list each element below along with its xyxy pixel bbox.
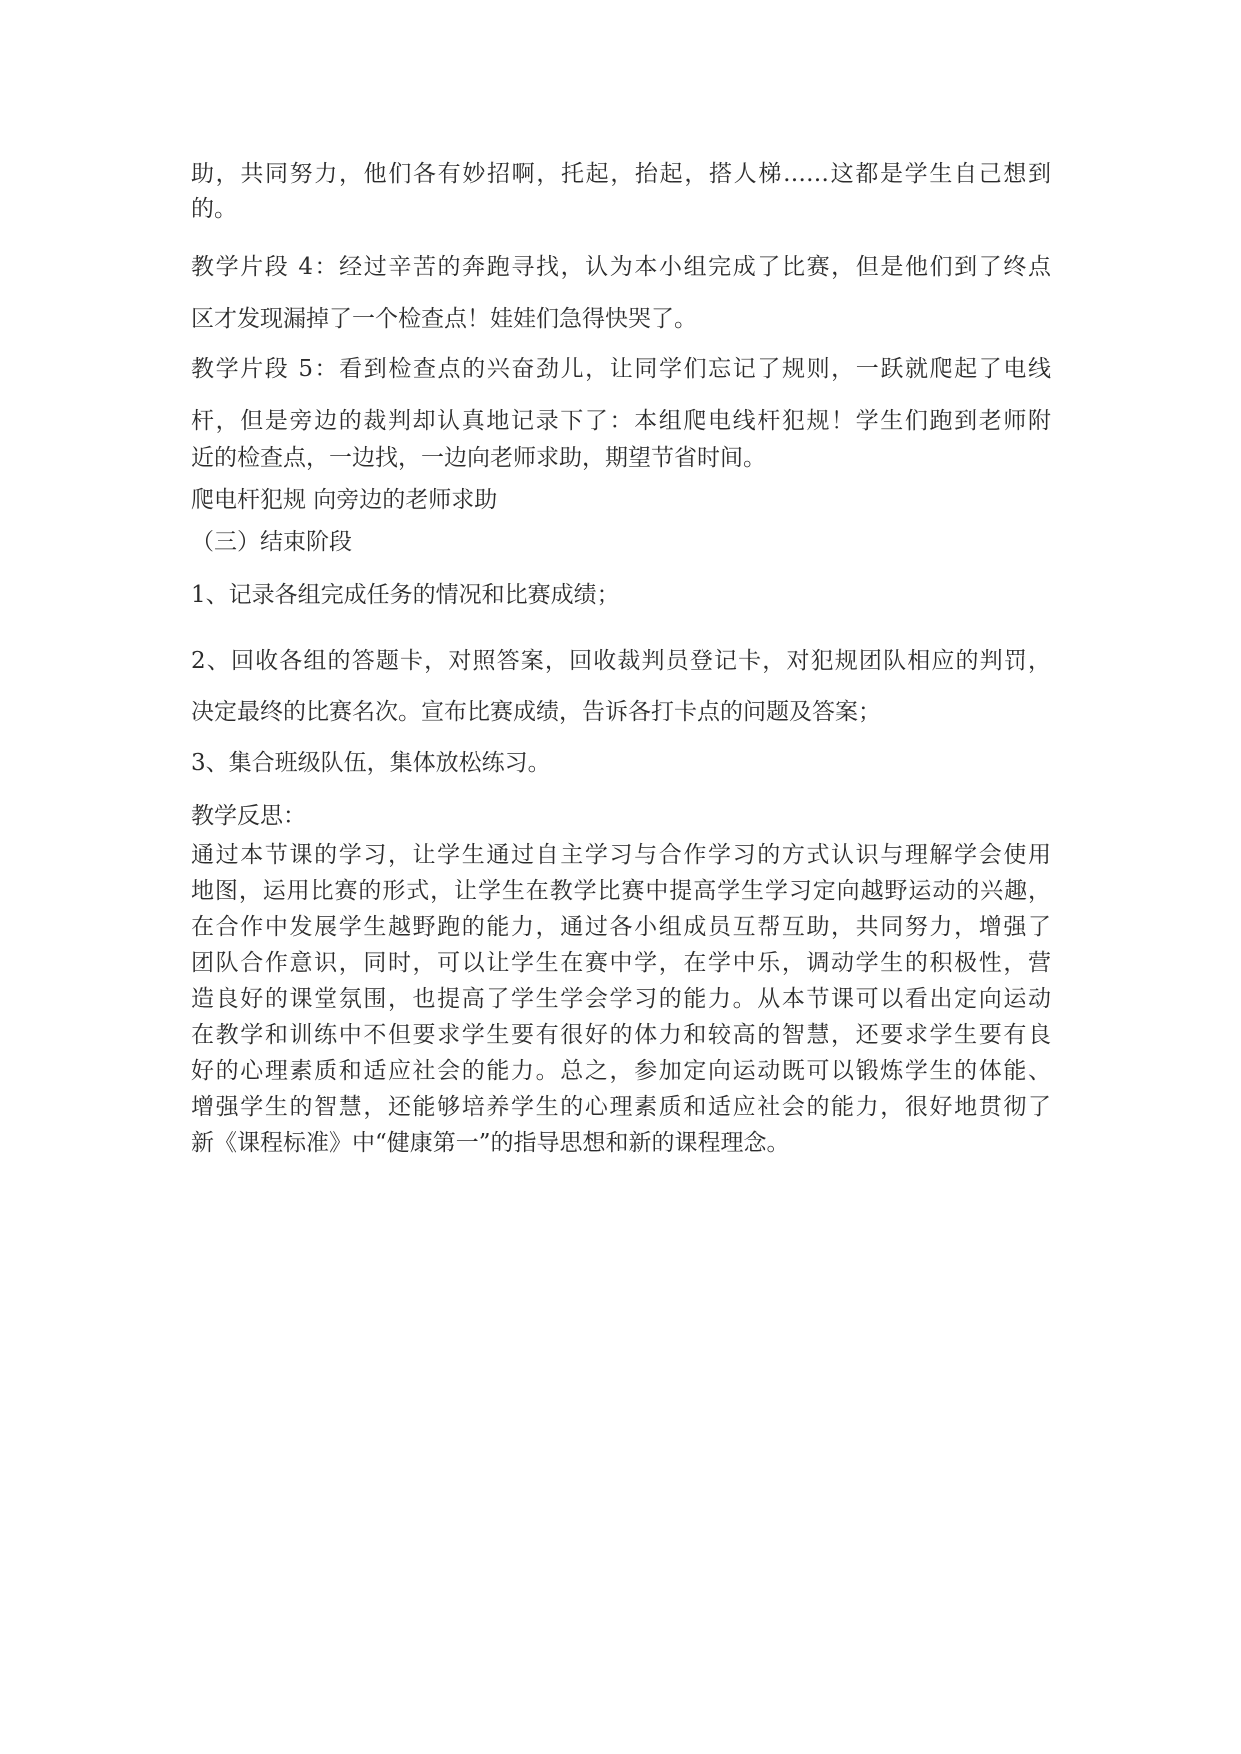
reflection-line-9: 新《课程标准》中“健康第一”的指导思想和新的课程理念。 [191,1130,790,1156]
reflection-line-7: 好的心理素质和适应社会的能力。总之，参加定向运动既可以锻炼学生的体能、 [191,1058,1051,1084]
closing-step-2-line-1: 2、回收各组的答题卡，对照答案，回收裁判员登记卡，对犯规团队相应的判罚， [191,648,1051,674]
paragraph-continuation-line-1: 助，共同努力，他们各有妙招啊，托起，抬起，搭人梯……这都是学生自己想到 [191,161,1051,187]
reflection-heading: 教学反思： [191,803,306,829]
teaching-segment-4-line-2: 区才发现漏掉了一个检查点！娃娃们急得快哭了。 [191,306,697,332]
section-heading-closing: （三）结束阶段 [191,529,352,555]
reflection-line-5: 造良好的课堂氛围，也提高了学生学会学习的能力。从本节课可以看出定向运动 [191,986,1051,1012]
teaching-segment-5-line-3: 近的检查点，一边找，一边向老师求助，期望节省时间。 [191,445,766,471]
photo-caption: 爬电杆犯规 向旁边的老师求助 [191,487,498,513]
reflection-line-3: 在合作中发展学生越野跑的能力，通过各小组成员互帮互助，共同努力，增强了 [191,914,1051,940]
teaching-segment-5-line-2: 杆，但是旁边的裁判却认真地记录下了：本组爬电线杆犯规！学生们跑到老师附 [191,408,1051,434]
reflection-line-6: 在教学和训练中不但要求学生要有很好的体力和较高的智慧，还要求学生要有良 [191,1022,1051,1048]
paragraph-continuation-line-2: 的。 [191,196,237,222]
closing-step-2-line-2: 决定最终的比赛名次。宣布比赛成绩，告诉各打卡点的问题及答案； [191,699,881,725]
closing-step-1: 1、记录各组完成任务的情况和比赛成绩； [191,582,620,608]
reflection-line-8: 增强学生的智慧，还能够培养学生的心理素质和适应社会的能力，很好地贯彻了 [191,1094,1051,1120]
reflection-line-2: 地图，运用比赛的形式，让学生在教学比赛中提高学生学习定向越野运动的兴趣， [191,878,1051,904]
teaching-segment-5-line-1: 教学片段 5：看到检查点的兴奋劲儿，让同学们忘记了规则，一跃就爬起了电线 [191,356,1051,382]
teaching-segment-4-line-1: 教学片段 4：经过辛苦的奔跑寻找，认为本小组完成了比赛，但是他们到了终点 [191,254,1051,280]
reflection-line-4: 团队合作意识，同时，可以让学生在赛中学，在学中乐，调动学生的积极性，营 [191,950,1051,976]
reflection-line-1: 通过本节课的学习，让学生通过自主学习与合作学习的方式认识与理解学会使用 [191,842,1051,868]
closing-step-3: 3、集合班级队伍，集体放松练习。 [191,750,551,776]
